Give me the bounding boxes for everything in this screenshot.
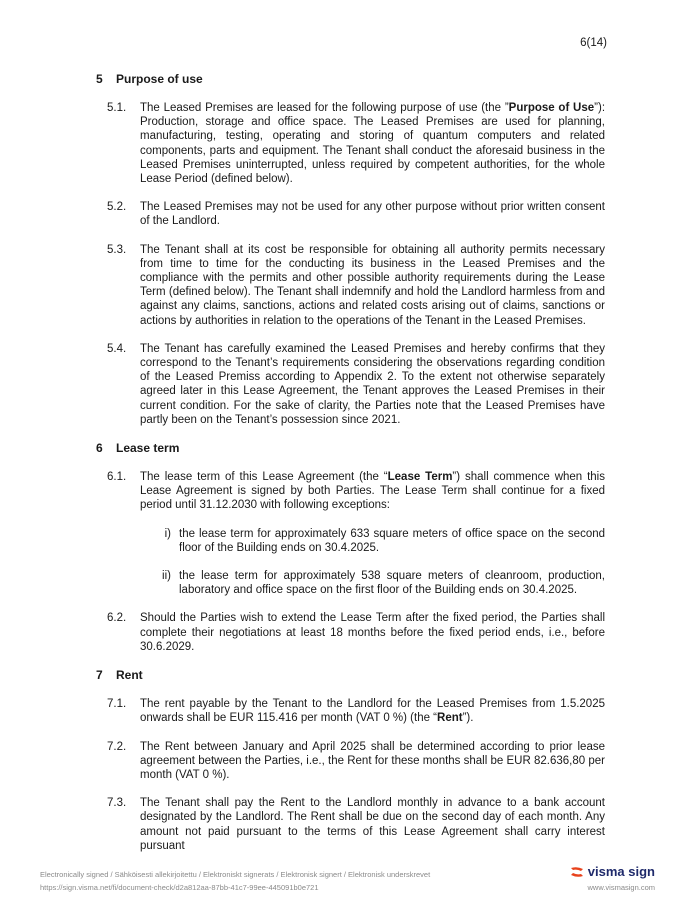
clause-text-part: ”). (462, 712, 474, 725)
clause-text: Should the Parties wish to extend the Lease Term after the fixed period, the Parties shall complete their negotiations at least 18 months before the fixed period ends, i.e., before 30.6.2029. (140, 612, 605, 653)
clause-number: 5.4. (107, 342, 127, 355)
section-heading (96, 668, 605, 682)
brand-url-link[interactable]: www.vismasign.com (587, 883, 655, 892)
clause (107, 243, 605, 328)
page-number: 6(14) (580, 37, 607, 49)
sub-item-number: ii) (162, 570, 171, 583)
clause (107, 796, 605, 853)
section-title: Rent (116, 668, 143, 683)
clause-number: 5.2. (107, 201, 127, 214)
defined-term: Purpose of Use (508, 102, 595, 114)
clause-number: 7.3. (107, 797, 127, 810)
clause-text (140, 470, 605, 513)
clause-text-part: The rent payable by the Tenant to the Landlord for the Leased Premises from 1.5.2025 onwards shall be EUR 115.416 per month (VAT 0 %) (the “ (140, 698, 605, 725)
clause (107, 470, 605, 513)
clause-text: The Leased Premises may not be used for any other purpose without prior written consent of the Landlord. (140, 201, 605, 228)
clause-text: The Tenant has carefully examined the Leased Premises and hereby confirms that they correspond to the Tenant’s requirements considering the observations regarding condition of the Leased Premiss according to Appendix 2. To the extent not otherwise separately agreed later in this Lease Agreement, the Tenant approves the Leased Premises in their current condition. For the sake of clarity, the Parties note that the Leased Premises have partly been on the Tenant’s possession since 2021. (140, 342, 605, 426)
document-check-link[interactable]: https://sign.visma.net/fi/document-check/d2a812aa-87bb-41c7-99ee-445091b0e721 (40, 883, 319, 892)
clause (107, 200, 605, 228)
visma-sign-logo (570, 864, 655, 879)
sub-item-number: i) (164, 527, 171, 540)
clause-number: 6.1. (107, 471, 127, 484)
clause (107, 697, 605, 725)
brand-name: visma sign (587, 864, 655, 879)
section-number: 5 (96, 72, 103, 86)
clause (107, 611, 605, 654)
sub-item (140, 569, 605, 597)
section-title: Lease term (116, 441, 180, 456)
clause-number: 7.2. (107, 740, 127, 753)
sub-item-text: the lease term for approximately 633 square meters of office space on the second floor of the Building ends on 30.4.2025. (179, 527, 605, 554)
document-body (96, 72, 605, 867)
clause-text-part: ”) shall commence when this Lease Agreement is signed by both Parties. The Lease Term shall continue for a fixed period until 31.12.2030 with following exceptions: (140, 471, 605, 512)
section-heading (96, 72, 605, 86)
clause-number: 6.2. (107, 612, 127, 625)
defined-term: Rent (437, 712, 463, 725)
clause (107, 740, 605, 783)
clause (107, 101, 605, 186)
clause (107, 342, 605, 427)
clause-text (140, 101, 605, 186)
sub-item (140, 527, 605, 555)
clause-number: 5.1. (107, 102, 127, 114)
clause-text (140, 697, 605, 725)
clause-text: The Tenant shall pay the Rent to the Landlord monthly in advance to a bank account designated by the Landlord. The Rent shall be due on the second day of each month. Any amount not paid pursuant to the terms of this Lease Agreement shall carry interest pursuant (140, 797, 605, 852)
section-number: 7 (96, 668, 103, 683)
clause-text-part: The Leased Premises are leased for the following purpose of use (the ” (140, 102, 509, 114)
signature-notice: Electronically signed / Sähköisesti allekirjoitettu / Elektroniskt signerats / Elektronisk signert / Elektronisk underskrevet (40, 870, 431, 879)
section-heading (96, 441, 605, 455)
clause-number: 5.3. (107, 243, 127, 256)
clause-number: 7.1. (107, 698, 127, 711)
section-title: Purpose of use (116, 72, 203, 86)
clause-text: The Rent between January and April 2025 shall be determined according to prior lease agreement between the Parties, i.e., the Rent for these months shall be EUR 82.636,80 per month (VAT 0 %). (140, 740, 605, 781)
clause-text-part: ”): Production, storage and office space. The Leased Premises are used for planning, manufacturing, testing, operating and storing of quantum computers and related components, parts and equipment. The Tenant shall conduct the aforesaid business in the Leased Premises uninterrupted, unless required by competent authorities, for the whole Lease Period (defined below). (140, 102, 606, 186)
section-number: 6 (96, 441, 103, 456)
clause-text-part: The lease term of this Lease Agreement (the “ (140, 471, 388, 484)
sub-item-text: the lease term for approximately 538 square meters of cleanroom, production, laboratory and office space on the first floor of the Building ends on 30.4.2025. (179, 570, 605, 597)
defined-term: Lease Term (387, 471, 453, 484)
visma-logo-icon (570, 865, 584, 879)
clause-text: The Tenant shall at its cost be responsible for obtaining all authority permits necessary from time to time for the conducting its business in the Leased Premises and the compliance with the permits and other possible authority requirements during the Lease Term (defined below). The Tenant shall indemnify and hold the Landlord harmless from and against any claims, sanctions, actions and related costs arising out of claims, sanctions or actions by authorities in relation to the operations of the Tenant in the Leased Premises. (140, 243, 605, 327)
